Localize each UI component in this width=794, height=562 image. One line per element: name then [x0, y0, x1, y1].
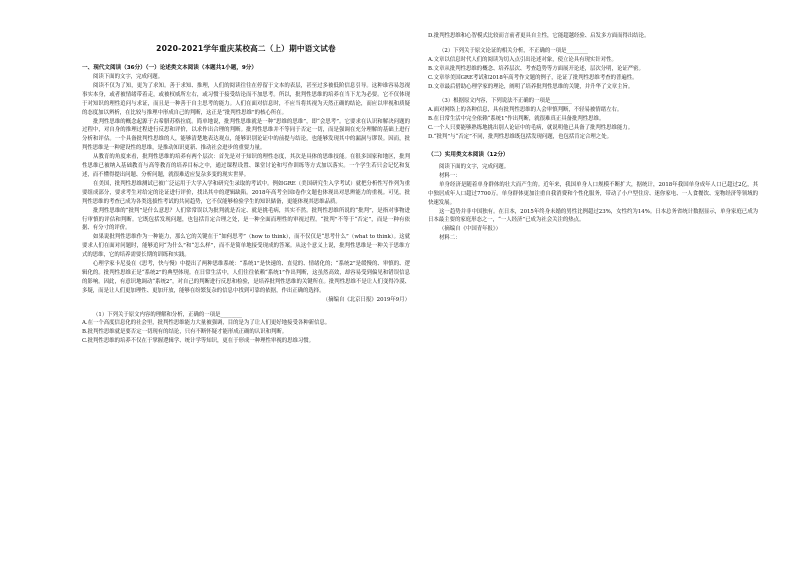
question-2-option-b: B.文章从批判性思维的概念、培养层次、考查趋势等方面展开论述，层次分明，论证严密。: [428, 65, 644, 72]
question-2-option-c: C.文章举美国GRE考试和2018年高考作文题的例子，论证了批判性思维考查的普遍性。: [428, 74, 638, 81]
question-2-stem: （2）下列关于原文论证的相关分析，不正确的一项是________: [439, 47, 588, 54]
passage-source: （摘编自《北京日报》2019年9月）: [322, 296, 410, 303]
material-1-paragraph: 单身经济是随着单身群体的壮大而产生的。近年来，我国单身人口规模不断扩大，据统计，2018年我国单身成年人口已超过2亿，其中独居成年人口超过7700万。单身群体更加注重自我消费和个性化服务，带动了小户型住房、迷你家电、一人食餐饮、宠物经济等领域的快速发展。: [428, 181, 758, 206]
reading-instruction: 阅读下面的文字，完成问题。: [93, 74, 164, 80]
question-1-option-a: A.在一个高度信息化的社会里，批判性思维能力大量被强调，目的是为了让人们更好地接受各种新信息。: [82, 320, 331, 327]
passage-paragraph: 阅读不仅为了知，更为了求知。善于求知、推理，人们的阅读往往在停留于文本的表层，甚至过多被低阶信息引导。这种谁容易忽视事实本身，或者被情绪带着走，或被权威所左右，或习惯于接受结论而不加思考。所以，批判性思维的培养在当下尤为必要。它不仅体现于对知识的理性追问与求证，而且是一种善于自主思考的能力。人们在面对信息时，不应当将其视为天然正确的结论，而应以审视和质疑的态度加以辨析，在比较与推理中形成自己的判断，这正是“批判性思维”的核心所在。: [82, 82, 410, 116]
passage-paragraph: 如果说批判性思维作为一种能力，那么它的关键在于“如何思考”（how to think），而不仅仅是“思考什么”（what to think）。这就要求人们在面对问题时，能够追问“为什么”和“怎么样”，而不是简单地接受现成的答案。从这个意义上说，批判性思维是一种关于思维方式的思维，它的培养需要长期的训练和实践。: [82, 234, 410, 259]
question-1-option-c: C.批判性思维的培养不仅在于掌握逻辑学、统计学等知识，更在于形成一种理性审视的思维习惯。: [82, 338, 315, 345]
passage-paragraph: 心理学家卡尼曼在《思考，快与慢》中提出了两种思维系统：“系统1”是快速的、直觉的、情绪化的；“系统2”是缓慢的、审慎的、逻辑化的。批判性思维正是“系统2”的典型体现。在日常生活中，人们往往依赖“系统1”作出判断，这虽然高效，却容易受到偏见和错误信息的影响。因此，有意识地调动“系统2”，对自己的判断进行反思和检验，是培养批判性思维的关键所在。批判性思维不是让人们变得冷漠、多疑，而是让人们更加理性、更加开放，能够在纷繁复杂的信息中找到可靠的依据，作出正确的选择。: [82, 261, 410, 294]
section-heading-1: 一、现代文阅读（36分）（一）论述类文本阅读（本题共1小题，9分）: [82, 65, 257, 71]
right-column: [428, 0, 758, 243]
passage-paragraph: 从教育的角度来看，批判性思维的培养有两个层次：首先是对于知识的理性态度，其次是具体的思维技能。在很多国家和地区，批判性思维已被纳入基础教育与高等教育的培养目标之中，通过课程设置、课堂讨论和写作训练等方式加以落实。一个学生若只会记忆和复述，而不懂得提出问题、分析问题，就很难适应复杂多变的现实世界。: [82, 154, 410, 178]
question-1-option-b: B.批判性思维就是要否定一切现有的结论，只有不断怀疑才能形成正确的认识和判断。: [82, 329, 288, 336]
material-1-paragraph: 这一趋势并非中国独有。在日本，2015年终身未婚的男性比例超过23%，女性约为14%。日本总务省统计数据显示，单身家庭已成为日本最主要的家庭形态之一，“一人经济”已成为社会关注的热点。: [428, 208, 758, 224]
material-1-source: （摘编自《中国青年报》）: [439, 226, 501, 233]
question-3-option-d: D.“批判”与“否定”不同，批判性思维既包括发现问题，也包括肯定合理之处。: [428, 134, 612, 141]
reading-instruction-2: 阅读下面的文字，完成问题。: [439, 163, 510, 170]
question-3-stem: （3）根据原文内容，下列说法不正确的一项是________: [439, 98, 572, 105]
question-1-stem: （1）下列关于原文内容的理解和分析，正确的一项是________: [93, 311, 242, 318]
material-1-label: 材料一：: [439, 172, 461, 179]
question-1-option-d: D.批判性思维和心智模式比较而言前者更具自主性，它能超越经验、启发多方面而得出结论。: [428, 33, 650, 39]
question-3-option-a: A.面对网络上的各种信息，具有批判性思维的人会审慎判断，不轻易被情绪左右。: [428, 107, 623, 114]
exam-title: 2020-2021学年重庆某校高二（上）期中语文试卷: [156, 44, 336, 53]
question-2-option-a: A.文章以信息时代人们的阅读为切入点引出论述对象，使立论具有现实针对性。: [428, 56, 617, 63]
question-2-option-d: D.文章最后借助心理学家的理论，阐明了培养批判性思维的关键，并升华了文章主旨。: [428, 83, 634, 90]
material-2-label: 材料二：: [439, 235, 461, 242]
question-3-option-c: C.一个人只要能够熟练地挑出别人论证中的毛病，就说明他已具备了批判性思维能力。: [428, 125, 634, 132]
passage-paragraph: 批判性思维的概念起源于古希腊苏格拉底。简单地说，批判性思维就是一种“思维的思维”，即“会思考”。它要求在认识和解决问题的过程中，对自身的推理过程进行反思和评价，以求作出合理的判断。批判性思维并不等同于否定一切，而是强调在充分理解的基础上进行分析和评估。一个具备批判性思维的人，能够清楚地表达观点，能够识别论证中的前提与结论，也能够发现其中的漏洞与谬误。因而，批判性思维是一种建设性的思维，是推动知识更新、推动社会进步的重要力量。: [82, 118, 410, 152]
passage-paragraph: 批判性思维的“批判”是什么意思？人们常常误以为批判就是否定、就是挑毛病，其实不然。批判性思维所说的“批判”，是指对事物进行审慎的评估和判断。它既包括发现问题，也包括肯定合理之处，是一种全面而理性的审视过程。“批判”不等于“否定”，而是一种有依据、有分寸的评价。: [82, 207, 410, 232]
left-column: [82, 0, 410, 346]
section-heading-2: （二）实用类文本阅读（12分）: [428, 151, 509, 158]
question-3-option-b: B.在日常生活中完全依赖“系统1”作出判断，就很难真正具备批判性思维。: [428, 116, 605, 123]
passage-paragraph: 在美国，批判性思维测试已被广泛运用于大学入学和研究生录取的考试中。例如GRE（美国研究生入学考试）就把分析性写作列为重要组成部分，要求考生对给定的论证进行评价，找出其中的逻辑缺陷。2018年高考全国Ⅰ卷作文题也体现出对思辨能力的重视。可见，批判性思维的考查已成为各类选拔性考试的共同趋势，它不仅能够检验学生的知识储备，更能体现其思维品质。: [82, 180, 410, 205]
